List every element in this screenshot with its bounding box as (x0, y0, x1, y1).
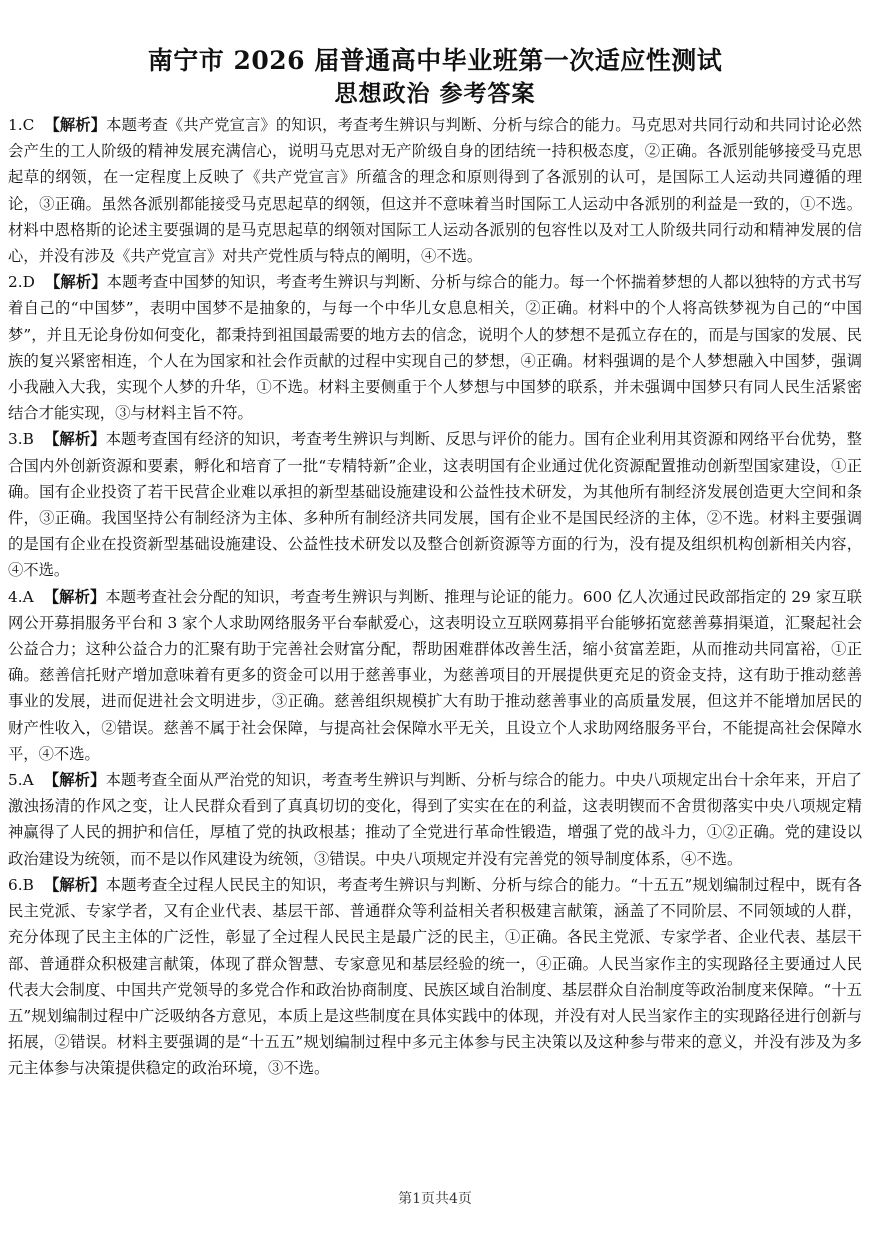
document-title: 南宁市 2026 届普通高中毕业班第一次适应性测试 (147, 46, 723, 75)
analysis-tag: 【解析】 (43, 771, 106, 790)
analysis-tag: 【解析】 (44, 273, 107, 292)
answer-text: 本题考查国有经济的知识，考查考生辨识与判断、反思与评价的能力。国有企业利用其资源和网络平台优势，整合国内外创新资源和要素，孵化和培育了一批“专精特新”企业，这表明国有企业通过优化资源配置推动创新型国家建设，①正确。国有企业投资了若干民营企业难以承担的新型基础设施建设和公益性技术研发，为其他所有制经济发展创造更大空间和条件，③正确。我国坚持公有制经济为主体、多种所有制经济共同发展，国有企业不是国民经济的主体，②不选。材料主要强调的是国有企业在投资新型基础设施建设、公益性技术研发以及整合创新资源等方面的行为，没有提及组织机构创新相关内容，④不选。 (8, 430, 862, 580)
page-number: 第1页共4页 (398, 1191, 472, 1207)
answer-number: 4.A (8, 587, 34, 606)
answer-text: 本题考查全过程人民民主的知识，考查考生辨识与判断、分析与综合的能力。“十五五”规划编制过程中，既有各民主党派、专家学者，又有企业代表、基层干部、普通群众等利益相关者积极建言献策，涵盖了不同阶层、不同领域的人群，充分体现了民主主体的广泛性，彰显了全过程人民民主是最广泛的民主，①正确。各民主党派、专家学者、企业代表、基层干部、普通群众积极建言献策，体现了群众智慧、专家意见和基层经验的统一，④正确。人民当家作主的实现路径主要通过人民代表大会制度、中国共产党领导的多党合作和政治协商制度、民族区域自治制度、基层群众自治制度等政治制度来保障。“十五五”规划编制过程中广泛吸纳各方意见，本质上是这些制度在具体实践中的体现，并没有对人民当家作主的实现路径进行创新与拓展，②错误。材料主要强调的是“十五五”规划编制过程中多元主体参与民主决策以及这种参与带来的意义，并没有涉及为多元主体参与决策提供稳定的政治环境，③不选。 (8, 875, 862, 1078)
analysis-tag: 【解析】 (43, 875, 106, 894)
analysis-tag: 【解析】 (43, 587, 106, 606)
answer-item-1 (8, 112, 862, 269)
answer-text: 本题考查中国梦的知识，考查考生辨识与判断、分析与综合的能力。每一个怀揣着梦想的人都以独特的方式书写着自己的“中国梦”，表明中国梦不是抽象的，与每一个中华儿女息息相关，②正确。材料中的个人将高铁梦视为自己的“中国梦”，并且无论身份如何变化，都秉持到祖国最需要的地方去的信念，说明个人的梦想不是孤立存在的，而是与国家的发展、民族的复兴紧密相连，个人在为国家和社会作贡献的过程中实现自己的梦想，④正确。材料强调的是个人梦想融入中国梦，强调小我融入大我，实现个人梦的升华，①不选。材料主要侧重于个人梦想与中国梦的联系，并未强调中国梦只有同人民生活紧密结合才能实现，③与材料主旨不符。 (8, 273, 862, 423)
answer-text: 本题考查社会分配的知识，考查考生辨识与判断、推理与论证的能力。600 亿人次通过民政部指定的 29 家互联网公开募捐服务平台和 3 家个人求助网络服务平台奉献爱心，这表明设立互联网募捐平台能够拓宽慈善募捐渠道，汇聚起社会公益合力；这种公益合力的汇聚有助于完善社会财富分配，帮助困难群体改善生活，缩小贫富差距，从而推动共同富裕，①正确。慈善信托财产增加意味着有更多的资金可以用于慈善事业，为慈善项目的开展提供更充足的资金支持，这有助于推动慈善事业的发展，进而促进社会文明进步，③正确。慈善组织规模扩大有助于推动慈善事业的高质量发展，但这并不能增加居民的财产性收入，②错误。慈善不属于社会保障，与提高社会保障水平无关，且设立个人求助网络服务平台，不能提高社会保障水平，④不选。 (8, 587, 862, 763)
answer-text: 本题考查《共产党宣言》的知识，考查考生辨识与判断、分析与综合的能力。马克思对共同行动和共同讨论必然会产生的工人阶级的精神发展充满信心，说明马克思对无产阶级自身的团结统一持积极态度，②正确。各派别能够接受马克思起草的纲领，在一定程度上反映了《共产党宣言》所蕴含的理念和原则得到了各派别的认可，是国际工人运动共同遵循的理论，③正确。虽然各派别都能接受马克思起草的纲领，但这并不意味着当时国际工人运动中各派别的利益是一致的，①不选。材料中恩格斯的论述主要强调的是马克思起草的纲领对国际工人运动各派别的包容性以及对工人阶级共同行动和精神发展的信心，并没有涉及《共产党宣言》对共产党性质与特点的阐明，④不选。 (8, 116, 862, 266)
answer-item-5 (8, 767, 862, 872)
answer-item-6 (8, 872, 862, 1082)
answer-list (8, 112, 862, 1082)
answer-number: 3.B (8, 430, 34, 449)
answer-item-2 (8, 269, 862, 426)
document-subtitle: 思想政治 参考答案 (334, 81, 536, 107)
answer-item-3 (8, 426, 862, 583)
answer-number: 6.B (8, 875, 34, 894)
analysis-tag: 【解析】 (43, 430, 106, 449)
answer-number: 1.C (8, 116, 35, 134)
analysis-tag: 【解析】 (44, 116, 107, 134)
answer-number: 2.D (8, 273, 35, 292)
answer-item-4 (8, 584, 862, 767)
answer-text: 本题考查全面从严治党的知识，考查考生辨识与判断、分析与综合的能力。中央八项规定出台十余年来，开启了激浊扬清的作风之变，让人民群众看到了真真切切的变化，得到了实实在在的利益，这表明锲而不舍贯彻落实中央八项规定精神赢得了人民的拥护和信任，厚植了党的执政根基；推动了全党进行革命性锻造，增强了党的战斗力，①②正确。党的建设以政治建设为统领，而不是以作风建设为统领，③错误。中央八项规定并没有完善党的领导制度体系，④不选。 (8, 771, 862, 868)
answer-number: 5.A (8, 771, 34, 790)
